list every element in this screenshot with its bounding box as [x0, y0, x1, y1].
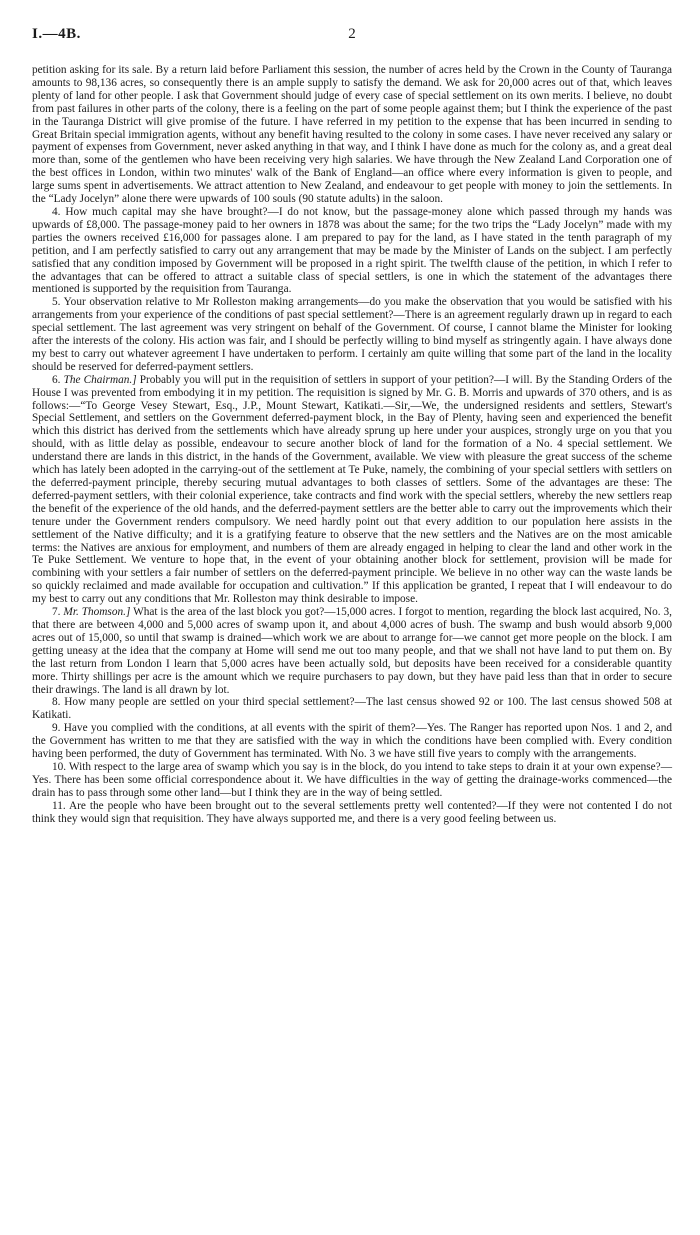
- question-number: 7.: [52, 606, 61, 619]
- question-number: 6.: [52, 373, 61, 386]
- speaker-name: Mr. Thomson.]: [63, 606, 131, 619]
- paragraph-question-4: 4. How much capital may she have brought?—I do not know, but the passage-money alone which passed through my hands was upwards of £8,000. The passage-money paid to her owners in 1878 was about the same; for the two trips the “Lady Jocelyn” made with my parties the owners received £16,000 for passages alone. I am prepared to pay for the land, as I have stated in the tenth paragraph of my petition, and I am perfectly satisfied to carry out any arrangement that may be made by the Minister of Lands on the subject. I am perfectly satisfied that any condition imposed by Government will be proposed in a right spirit. The twelfth clause of the petition, in which I refer to the advantages that can be offered to attract a suitable class of special settlers, is one in which the statement of the advantages there mentioned is supported by the requisition from Tauranga.: [32, 205, 672, 296]
- paragraph-question-11: 11. Are the people who have been brought out to the several settlements pretty well contented?—If they were not contented I do not think they would sign that requisition. They have always supported me, and there is a very good feeling between us.: [32, 799, 672, 825]
- speaker-name: The Chairman.]: [63, 373, 137, 386]
- paragraph-question-10: 10. With respect to the large area of swamp which you say is in the block, do you intend to take steps to drain it at your own expense?—Yes. There has been some official correspondence about it. We have difficulties in the way of getting the drainage-works commenced—the drain has to pass through some other land—but I think they are in the way of being settled.: [32, 760, 672, 799]
- paragraph-continuation: petition asking for its sale. By a return laid before Parliament this session, the number of acres held by the Crown in the County of Tauranga amounts to 98,136 acres, so consequently there is an ample supply to satisfy the demand. We ask for 20,000 acres out of that, which leaves plenty of land for other people. I ask that Government should judge of every case of special settlement on its own merits. I believe, no doubt from past failures in other parts of the colony, there is a feeling on the part of some people against them; but I think the experience of the past in the Tauranga District will give promise of the future. I have referred in my petition to the expense that has been incurred in sending to Great Britain special immigration agents, without any benefit having resulted to the colony in some cases. I have never received any salary or payment of expenses from Government, never asked anything in that way, and I think I have done as much for the colony as, and a great deal more than, some of the gentlemen who have been receiving very high salaries. We have through the New Zealand Land Corporation one of the best offices in London, within two minutes' walk of the Bank of England—an office where every information is given to people, and large sums spent in advertisements. We attract attention to New Zealand, and endeavour to get people with money to join the settlements. In the “Lady Jocelyn” alone there were upwards of 100 souls (90 statute adults) in the saloon.: [32, 64, 672, 206]
- question-text: Probably you will put in the requisition of settlers in support of your petition?—I will. By the Standing Orders of the House I was prevented from embodying it in my petition. The requisition is signed by Mr. G. B. Morris and upwards of 370 others, and is as follows:—“To George Vesey Stewart, Esq., J.P., Mount Stewart, Katikati.—Sir,—We, the undersigned residents and settlers, Stewart's Special Settlement, and settlers on the Government deferred-payment block, in the Bay of Plenty, having seen and experienced the benefit which this district has derived from the settlements which have already sprung up here under your auspices, strongly urge on you that you should, with as little delay as possible, endeavour to secure another block of land for the formation of a No. 4 special settlement. We understand there are lands in this district, in the hands of the Government, available. We view with pleasure the great success of the scheme which has lately been adopted in the carrying-out of the settlement at Te Puke, namely, the combining of your special settlers with settlers on the deferred-payment principle, thereby securing mutual advantages to both classes of settlers. Some of the advantages are these: The deferred-payment settlers, with their colonial experience, take contracts and find work with the special settlers, whereby the new settlers reap the benefit of the experience of the old hands, and the deferred-payment settlers are the better able to carry out the improvements which their tenure under the Government renders compulsory. We need hardly point out that every addition to our population here assists in the settlement of the Native difficulty; and it is a gratifying feature to observe that the new settlers and the Natives are on the most amicable terms: the Natives are anxious for employment, and numbers of them are already engaged in helping to clear the land and other work in the Te Puke Settlement. We venture to hope that, in the event of your obtaining another block for settlement, provision will be made for combining with your settlers a fair number of settlers on the deferred-payment principle. We believe in no other way can the waste lands be so quickly reclaimed and made available for occupation and cultivation.” If this application be granted, I repeat that I will endeavour to do my best to carry out any conditions that Mr. Rolleston may think desirable to impose.: [32, 373, 673, 606]
- paragraph-question-6: [32, 374, 672, 606]
- paragraph-question-8: 8. How many people are settled on your third special settlement?—The last census showed 92 or 100. The last census showed 508 at Katikati.: [32, 696, 672, 722]
- paragraph-question-9: 9. Have you complied with the conditions, at all events with the spirit of them?—Yes. The Ranger has reported upon Nos. 1 and 2, and the Government has written to me that they are satisfied with the way in which the conditions have been complied with. Every condition having been performed, the duty of Government has terminated. With No. 3 we have still five years to comply with the arrangements.: [32, 722, 672, 761]
- question-text: What is the area of the last block you got?—15,000 acres. I forgot to mention, regarding the block last acquired, No. 3, that there are between 4,000 and 5,000 acres of swamp upon it, and about 4,000 acres of bush. The swamp and bush would absorb 9,000 acres out of 15,000, so until that swamp is drained—which work we are about to arrange for—we cannot get more people on the block. I am getting uneasy at the idea that the company at Home will send me out too many people, and that we shall not have land to put them on. By the last return from London I learn that 5,000 acres have been actually sold, but deposits have been received for a considerable quantity more. Thirty shillings per acre is the amount which we require purchasers to pay down, but they have paid less than that in order to secure their drawings. The land is all drawn by lot.: [32, 606, 673, 696]
- paragraph-question-7: [32, 606, 672, 696]
- page-number: 2: [348, 26, 356, 42]
- document-body: [32, 64, 672, 825]
- paragraph-question-5: 5. Your observation relative to Mr Rolleston making arrangements—do you make the observation that you would be satisfied with his arrangements from your experience of the conditions of past special settlement?—There is an agreement regularly drawn up in regard to each special settlement. The last agreement was very stringent on behalf of the Government. Of course, I cannot blame the Minister for looking after the interests of the colony. His action was fair, and I should be perfectly willing to bind myself as stringently again. I have always done my best to carry out whatever agreement I have undertaken to perform. I certainly am quite willing that some part of the land in the locality should be reserved for deferred-payment settlers.: [32, 296, 672, 373]
- page-header: [32, 26, 672, 56]
- document-reference: I.—4B.: [32, 26, 81, 42]
